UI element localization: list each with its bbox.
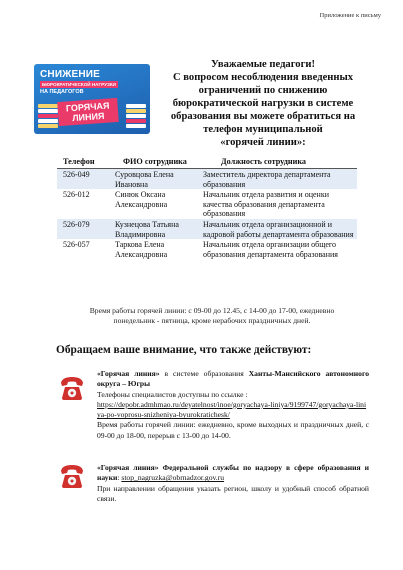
heading-line: телефон муниципальной [203,124,323,135]
heading-line: ограничений по снижению [198,85,328,96]
federal-hotline-note: При направлении обращения указать регион, школу и удобный способ обратной связи. [97,483,369,503]
regional-hotline-title: «Горячая линия» [97,369,160,378]
heading-line: образования вы можете обратиться на [170,111,356,122]
header-name: ФИО сотрудника [123,156,187,166]
header-position: Должность сотрудника [221,156,307,166]
table-row [57,239,357,259]
row-phone: 526-057 [63,240,90,250]
paper-stack-icon [126,104,146,130]
attachment-note: Приложение к письму [319,12,381,19]
paper-stack-icon [38,104,58,130]
banner-subtitle-2: НА ПЕДАГОГОВ [40,89,84,95]
regional-hotline-region: Ханты-Мансийского автономного округа – Югры [97,369,370,389]
hotline-banner-image [34,64,150,134]
heading-line: «горячей линии»: [220,137,306,148]
table-row [57,169,357,189]
regional-hotline-text: в системе образования [159,369,249,378]
banner-hotline-label: ГОРЯЧАЯ ЛИНИЯ [57,98,119,126]
regional-hotline-hours: Время работы горячей линии: ежедневно, кроме выходных и праздничных дней, с 09-00 до 18-00, перерыв с 13-00 до 14-00. [97,420,369,440]
table-header [57,154,357,168]
federal-hotline-info [97,463,369,504]
row-phone: 526-049 [63,170,90,179]
heading-line: бюрократической нагрузки в системе [172,98,354,109]
row-name: Таркова Елена Александровна [115,240,168,259]
table-row [57,189,357,219]
row-position: Начальник отдела организации общего образования департамента образования [203,240,338,259]
attention-heading: Обращаем ваше внимание, что также действуют: [56,344,312,356]
hours-line: Время работы горячей линии: с 09-00 до 12.45, с 14-00 до 17-00, ежедневно [89,306,335,315]
page-heading [150,58,376,149]
row-position: Начальник отдела организационной и кадровой работы департамента образования [203,219,354,239]
row-name: Синюк Оксана Александровна [115,190,168,209]
regional-hotline-info [97,369,369,441]
row-name: Суровцова Елена Ивановна [115,170,174,189]
row-position: Начальник отдела развития и оценки качества образования департамента образования [203,190,329,219]
regional-hotline-link[interactable]: https://depobr.admhmao.ru/deyatelnost/inoe/goryachaya-liniya/9199747/goryachaya-liniya-po-voprosu-snizheniya-byurokratichesk/ [97,399,367,420]
federal-hotline-email[interactable]: stop_nagruzka@obrnadzor.gov.ru [121,473,225,483]
phones-note: Телефоны специалистов доступны по ссылке : [97,389,248,399]
row-name: Кузнецова Татьяна Владимировна [115,219,179,239]
contacts-table [57,154,357,259]
hours-line: понедельник - пятница, кроме нерабочих праздничных дней. [113,316,311,325]
row-position: Заместитель директора департамента образования [203,170,331,189]
separator: : [117,473,122,483]
table-row [57,219,357,239]
federal-hotline-title: «Горячая линия» Федеральной службы по надзору в сфере образования и науки [97,463,369,483]
hotline-hours [52,306,372,326]
red-telephone-icon [58,462,86,490]
row-phone: 526-012 [63,190,90,200]
row-phone: 526-079 [63,219,90,229]
heading-line: С вопросом несоблюдения введенных [172,72,354,83]
heading-greeting: Уважаемые педагоги! [210,59,316,70]
header-phone: Телефон [63,156,95,166]
red-telephone-icon [58,374,86,402]
banner-title: СНИЖЕНИЕ [40,69,101,80]
banner-subtitle: БЮРОКРАТИЧЕСКОЙ НАГРУЗКИ [42,82,116,87]
